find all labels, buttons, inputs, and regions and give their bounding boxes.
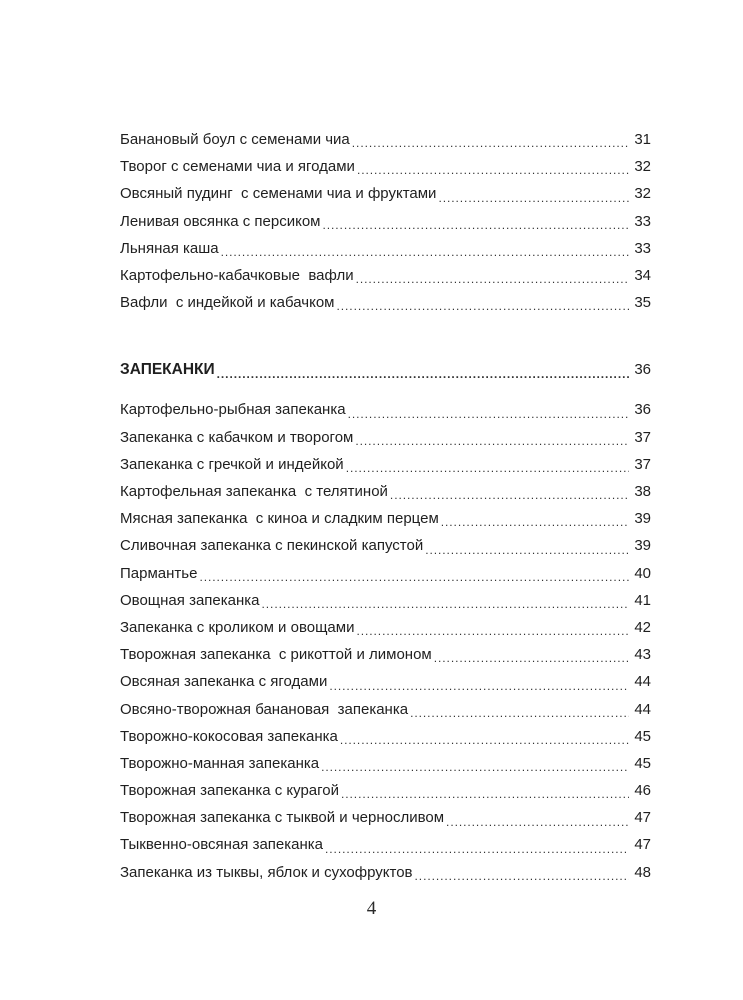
toc-entry[interactable] <box>120 126 651 153</box>
toc-entry-title: Овсяная запеканка с ягодами <box>120 673 328 691</box>
toc-entry-title: Овощная запеканка <box>120 591 260 609</box>
toc-entry-page: 32 <box>634 158 651 176</box>
toc-entry-page: 44 <box>634 700 651 718</box>
toc-entry-page: 43 <box>634 646 651 664</box>
toc-entry[interactable] <box>120 696 651 723</box>
toc-entry-page: 38 <box>634 483 651 501</box>
toc-entry[interactable] <box>120 180 651 207</box>
toc-entry[interactable] <box>120 153 651 180</box>
toc-entry[interactable] <box>120 723 651 750</box>
toc-entry-page: 35 <box>634 294 651 312</box>
dot-leader <box>352 126 629 153</box>
toc-entry-page: 41 <box>634 591 651 609</box>
dot-leader <box>321 750 629 777</box>
toc-entry-title: Картофельно-кабачковые вафли <box>120 266 354 284</box>
dot-leader <box>390 478 629 505</box>
toc-entry-page: 47 <box>634 809 651 827</box>
toc-entry[interactable] <box>120 804 651 831</box>
dot-leader <box>340 723 629 750</box>
section-title: ЗАПЕКАНКИ <box>120 361 215 379</box>
toc-entry-title: Льняная каша <box>120 239 219 257</box>
toc-entry[interactable] <box>120 289 651 316</box>
toc-entry-title: Тыквенно-овсяная запеканка <box>120 836 324 854</box>
page-number: 4 <box>366 898 377 919</box>
table-of-contents <box>120 126 651 886</box>
dot-leader <box>217 356 629 383</box>
toc-entry-title: Творожная запеканка с рикоттой и лимоном <box>120 646 432 664</box>
dot-leader <box>221 235 629 262</box>
dot-leader <box>356 614 629 641</box>
dot-leader <box>322 208 629 235</box>
toc-entry[interactable] <box>120 532 651 559</box>
toc-entry-page: 45 <box>634 754 651 772</box>
toc-entry-title: Овсяно-творожная банановая запеканка <box>120 700 409 718</box>
toc-entry[interactable] <box>120 668 651 695</box>
toc-entry-title: Запеканка с кроликом и овощами <box>120 618 355 636</box>
toc-entry-page: 36 <box>634 401 651 419</box>
toc-group-casseroles <box>120 397 651 886</box>
dot-leader <box>415 859 629 886</box>
toc-entry-title: Запеканка с гречкой и индейкой <box>120 455 344 473</box>
toc-entry[interactable] <box>120 777 651 804</box>
toc-entry-title: Запеканка из тыквы, яблок и сухофруктов <box>120 863 413 881</box>
toc-entry-page: 39 <box>634 510 651 528</box>
dot-leader <box>441 505 629 532</box>
toc-entry[interactable] <box>120 560 651 587</box>
dot-leader <box>446 804 629 831</box>
dot-leader <box>329 668 629 695</box>
toc-entry-page: 48 <box>634 863 651 881</box>
toc-entry[interactable] <box>120 832 651 859</box>
toc-entry-title: Ленивая овсянка с персиком <box>120 212 321 230</box>
toc-entry-title: Банановый боул с семенами чиа <box>120 130 350 148</box>
section-page-number: 36 <box>634 361 651 379</box>
dot-leader <box>410 696 629 723</box>
toc-entry[interactable] <box>120 478 651 505</box>
toc-entry[interactable] <box>120 587 651 614</box>
toc-entry-title: Творожная запеканка с курагой <box>120 782 339 800</box>
toc-entry-title: Творожная запеканка с тыквой и черносливом <box>120 809 445 827</box>
dot-leader <box>341 777 629 804</box>
dot-leader <box>434 641 629 668</box>
toc-entry[interactable] <box>120 859 651 886</box>
toc-entry-title: Мясная запеканка с киноа и сладким перцем <box>120 510 439 528</box>
toc-entry-page: 37 <box>634 428 651 446</box>
toc-entry-title: Творог с семенами чиа и ягодами <box>120 158 355 176</box>
dot-leader <box>346 451 629 478</box>
dot-leader <box>348 397 629 424</box>
toc-entry[interactable] <box>120 262 651 289</box>
dot-leader <box>355 424 629 451</box>
toc-entry[interactable] <box>120 614 651 641</box>
dot-leader <box>357 153 629 180</box>
toc-entry-page: 32 <box>634 185 651 203</box>
toc-entry[interactable] <box>120 397 651 424</box>
toc-entry-title: Вафли с индейкой и кабачком <box>120 294 335 312</box>
dot-leader <box>199 560 629 587</box>
toc-entry[interactable] <box>120 235 651 262</box>
toc-entry[interactable] <box>120 451 651 478</box>
toc-entry-page: 39 <box>634 537 651 555</box>
toc-entry-page: 40 <box>634 564 651 582</box>
toc-entry-page: 44 <box>634 673 651 691</box>
section-spacer <box>120 316 651 356</box>
toc-entry-page: 33 <box>634 239 651 257</box>
toc-entry-title: Запеканка с кабачком и творогом <box>120 428 354 446</box>
dot-leader <box>337 289 630 316</box>
toc-entry[interactable] <box>120 641 651 668</box>
toc-entry-title: Творожно-манная запеканка <box>120 754 320 772</box>
toc-entry-title: Сливочная запеканка с пекинской капустой <box>120 537 424 555</box>
toc-entry-page: 45 <box>634 727 651 745</box>
toc-entry-title: Овсяный пудинг с семенами чиа и фруктами <box>120 185 437 203</box>
toc-entry[interactable] <box>120 208 651 235</box>
toc-entry-page: 46 <box>634 782 651 800</box>
dot-leader <box>438 180 629 207</box>
dot-leader <box>356 262 629 289</box>
toc-entry[interactable] <box>120 750 651 777</box>
toc-entry-title: Творожно-кокосовая запеканка <box>120 727 338 745</box>
toc-section-heading[interactable] <box>120 356 651 383</box>
toc-entry-title: Картофельная запеканка с телятиной <box>120 483 388 501</box>
section-spacer <box>120 384 651 397</box>
toc-entry-page: 47 <box>634 836 651 854</box>
toc-entry-page: 33 <box>634 212 651 230</box>
toc-entry-page: 34 <box>634 266 651 284</box>
toc-entry-title: Пармантье <box>120 564 198 582</box>
dot-leader <box>262 587 629 614</box>
toc-entry[interactable] <box>120 505 651 532</box>
toc-entry-page: 42 <box>634 618 651 636</box>
toc-group-breakfasts <box>120 126 651 316</box>
dot-leader <box>325 832 629 859</box>
toc-entry-page: 37 <box>634 455 651 473</box>
toc-entry-title: Картофельно-рыбная запеканка <box>120 401 346 419</box>
toc-entry-page: 31 <box>634 130 651 148</box>
dot-leader <box>425 532 629 559</box>
toc-entry[interactable] <box>120 424 651 451</box>
